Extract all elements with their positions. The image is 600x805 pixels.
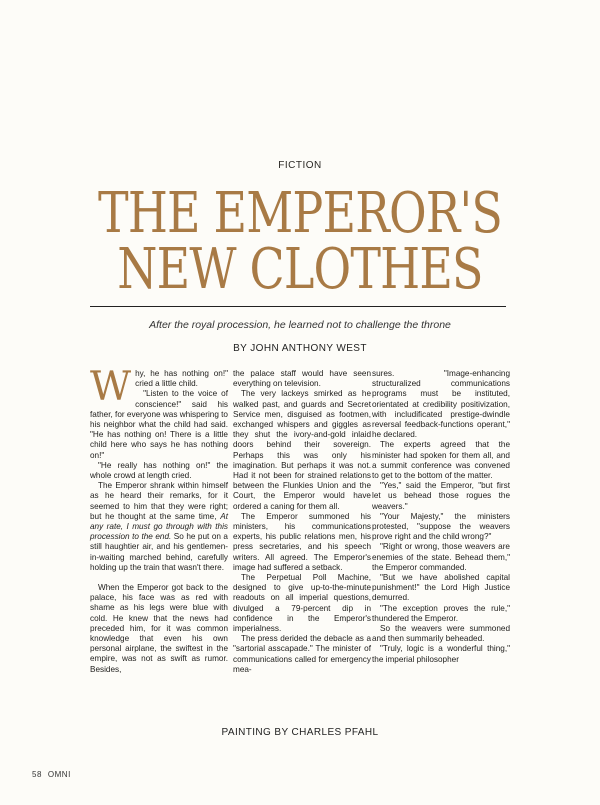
- section-label: FICTION: [278, 160, 322, 171]
- paragraph: The Perpetual Poll Machine, designed to give up-to-the-minute readouts on all imperial questions, divulged a 79-percent dip in confidence in the Emperor's imperialness.: [233, 573, 371, 634]
- title-rule: [90, 306, 506, 307]
- paragraph: Why, he has nothing on!" cried a little child.: [90, 364, 228, 410]
- paragraph: When the Emperor got back to the palace, his face was as red with shame as his legs were blue with cold. He knew that the news had preceded him, for it was common knowledge that even his own personal airplane, the swiftest in the empire, was not as swift as rumor. Besides,: [90, 583, 228, 674]
- page-folio: [32, 770, 77, 779]
- paragraph: "The exception proves the rule," thundered the Emperor.: [372, 603, 510, 623]
- article-column-1: [90, 364, 228, 675]
- paragraph: So the weavers were summoned and then summarily beheaded.: [372, 624, 510, 644]
- paragraph: The Emperor summoned his ministers, his communications experts, his public relations men, his press secretaries, and his speech writers. All agreed. The Emperor's image had suffered a setback.: [233, 511, 371, 572]
- illustration-credit: PAINTING BY CHARLES PFAHL: [221, 727, 379, 738]
- title-line-1: THE EMPEROR'S: [98, 181, 502, 246]
- article-column-3: [372, 369, 510, 665]
- subtitle: After the royal procession, he learned not to challenge the throne: [149, 319, 451, 331]
- paragraph: "Your Majesty," the ministers protested, "suppose the weavers prove right and the child wrong?": [372, 511, 510, 542]
- paragraph: The Emperor shrank within himself as he heard their remarks, for it seemed to him that they were right; but he thought at the same time, At any rate, I must go through with this procession to the end. So he put on a still haughtier air, and his gentlemen-in-waiting marched behind, carefully holding up the train that wasn't there.: [90, 481, 228, 572]
- title-line-2: NEW CLOTHES: [117, 237, 483, 302]
- paragraph: The experts agreed that the minister had spoken for them all, and a summit conference was convened to get to the bottom of the matter.: [372, 440, 510, 481]
- paragraph: "But we have abolished capital punishment!" the Lord High Justice demurred.: [372, 573, 510, 603]
- paragraph: The press derided the debacle as a "sartorial asscapade." The minister of communications called for emergency mea-: [233, 634, 371, 674]
- paragraph: "Yes," said the Emperor, "but first let us behead those rogues the weavers.": [372, 481, 510, 511]
- paragraph: "Right or wrong, those weavers are enemies of the state. Behead them," the Emperor commanded.: [372, 542, 510, 572]
- paragraph: sures. "Image-enhancing structuralized communications programs must be instituted, orientated at credibility positivization, with includificated prestige-dwindle reversal feedback-functions operant," he declared.: [372, 369, 510, 440]
- paragraph: "Listen to the voice of conscience!" said his father, for everyone was whispering to his neighbor what the child had said. "He has nothing on! There is a little child here who says he has nothing on!": [90, 389, 228, 460]
- drop-cap: W: [90, 364, 132, 410]
- paragraph: "He really has nothing on!" the whole crowd at length cried.: [90, 460, 228, 481]
- paragraph: "Truly, logic is a wonderful thing," the imperial philosopher: [372, 644, 510, 664]
- paragraph: The very lackeys smirked as he walked past, and guards and Secret Service men, disguised as footmen, exchanged whispers and giggles as they shut the ivory-and-gold inlaid doors behind their sovereign. Perhaps this was only his imagination. But perhaps it was not. Had it not been for strained relations between the Flunkies Union and the Court, the Emperor would have ordered a caning for them all.: [233, 389, 371, 511]
- byline: BY JOHN ANTHONY WEST: [233, 343, 367, 354]
- magazine-name: OMNI: [47, 770, 71, 779]
- page-number: 58: [32, 770, 42, 779]
- article-column-2: [233, 369, 371, 675]
- paragraph: the palace staff would have seen everything on television.: [233, 369, 371, 389]
